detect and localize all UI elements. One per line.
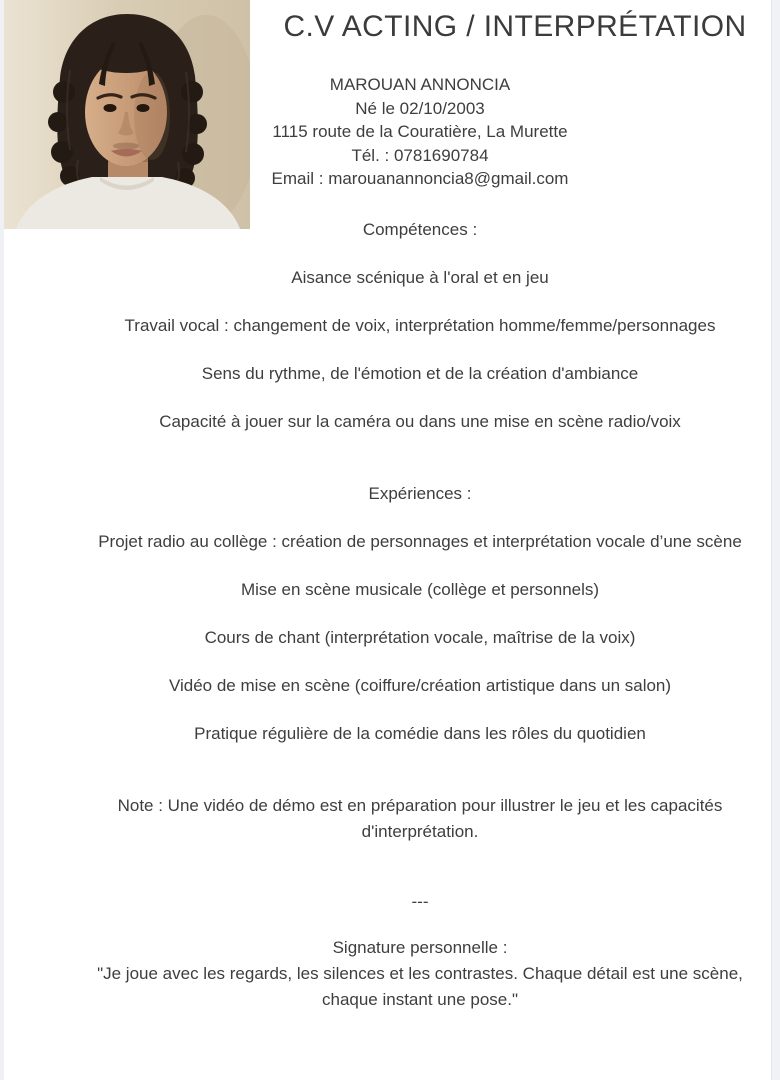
viewer-gutter-right <box>771 0 780 1080</box>
contact-address: 1115 route de la Couratière, La Murette <box>272 122 568 141</box>
hairline <box>80 31 172 73</box>
experience-item: Vidéo de mise en scène (coiffure/création artistique dans un salon) <box>168 675 672 695</box>
note-text: Note : Une vidéo de démo est en préparation pour illustrer le jeu et les capacités d'interprétation. <box>117 795 723 841</box>
mustache-shadow <box>113 143 139 150</box>
contact-email: Email : marouanannoncia8@gmail.com <box>271 169 569 188</box>
portrait-photo-illustration <box>4 0 250 229</box>
competence-item: Travail vocal : changement de voix, interprétation homme/femme/personnages <box>124 315 716 335</box>
experience-item: Mise en scène musicale (collège et personnels) <box>240 579 600 599</box>
viewer-gutter-left <box>0 0 4 1080</box>
competence-item: Aisance scénique à l'oral et en jeu <box>291 267 549 287</box>
contact-birthdate: Né le 02/10/2003 <box>355 98 485 118</box>
competence-item: Sens du rythme, de l'émotion et de la création d'ambiance <box>201 363 639 383</box>
separator: --- <box>411 891 429 911</box>
signature-heading: Signature personnelle : <box>332 937 508 957</box>
contact-phone: Tél. : 0781690784 <box>351 145 489 165</box>
contact-name: MAROUAN ANNONCIA <box>329 75 511 94</box>
experience-item: Pratique régulière de la comédie dans les rôles du quotidien <box>194 723 646 743</box>
page-title: C.V ACTING / INTERPRÉTATION <box>283 10 747 43</box>
competence-item: Capacité à jouer sur la caméra ou dans une mise en scène radio/voix <box>159 411 681 431</box>
experience-item: Projet radio au collège : création de personnages et interprétation vocale d’une scène <box>98 531 742 551</box>
face-shading <box>134 72 170 160</box>
signature-quote: "Je joue avec les regards, les silences et les contrastes. Chaque détail est une scène, chaque instant une pose." <box>97 963 743 1009</box>
portrait-photo <box>4 0 250 229</box>
experience-item: Cours de chant (interprétation vocale, maîtrise de la voix) <box>204 627 636 647</box>
competences-heading: Compétences : <box>362 219 478 239</box>
experiences-heading: Expériences : <box>368 483 472 503</box>
